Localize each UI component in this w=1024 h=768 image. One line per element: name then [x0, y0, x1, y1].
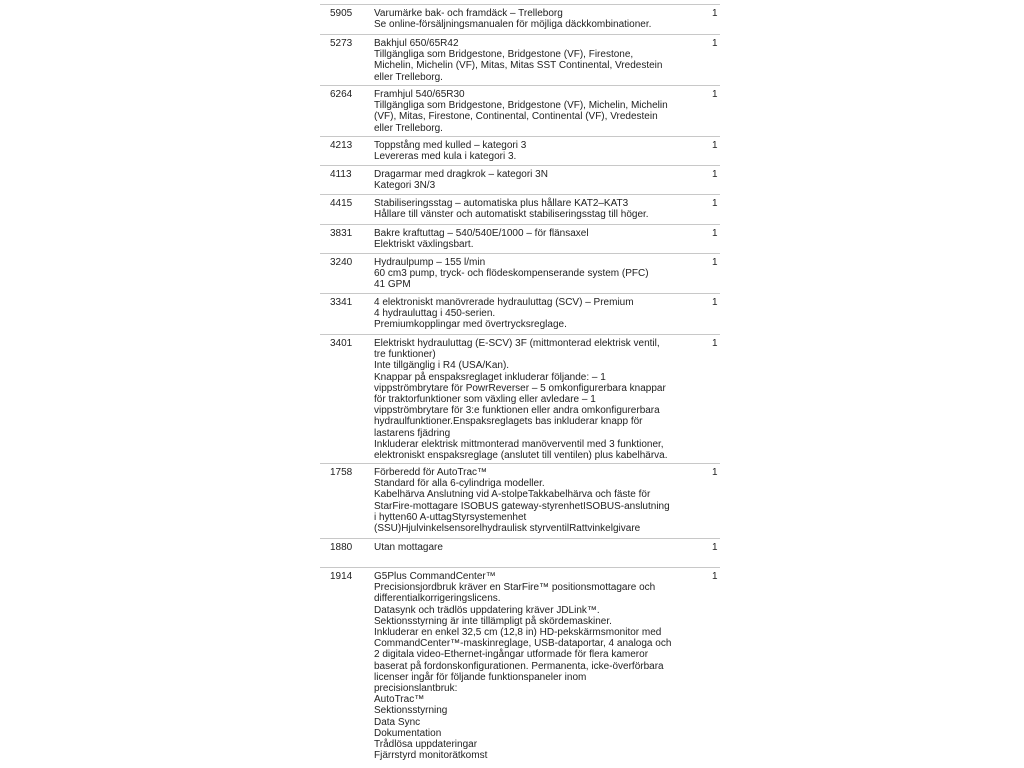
table-row: [320, 34, 720, 85]
description-line: Dragarmar med dragkrok – kategori 3N: [374, 169, 548, 180]
description-line: Standard för alla 6-cylindriga modeller.: [374, 478, 545, 490]
description-line: Dokumentation: [374, 727, 442, 739]
option-description: [374, 297, 674, 331]
description-line: StarFire-mottagare ISOBUS gateway-styrenhetISOBUS-anslutning: [374, 500, 670, 512]
table-row: [320, 253, 720, 293]
description-line: Bakhjul 650/65R42: [374, 38, 459, 49]
option-code: 4113: [330, 169, 352, 180]
option-code: 3240: [330, 257, 353, 268]
description-line: (SSU)Hjulvinkelsensorelhydraulisk styrventilRattvinkelgivare: [374, 523, 641, 535]
option-code: 3831: [330, 228, 353, 239]
description-line: Kategori 3N/3: [374, 180, 436, 192]
description-line: 2 digitala video-Ethernet-ingångar utformade för flera kameror: [374, 649, 649, 661]
description-line: tre funktioner): [374, 349, 436, 361]
description-line: Hållare till vänster och automatiskt stabiliseringsstag till höger.: [374, 209, 649, 221]
description-line: Förberedd för AutoTrac™: [374, 467, 488, 478]
description-line: Kabelhärva Anslutning vid A-stolpeTakkabelhärva och fäste för: [374, 489, 651, 501]
option-code: 4415: [330, 198, 353, 209]
option-code: 5273: [330, 38, 353, 49]
description-line: eller Trelleborg.: [374, 71, 443, 83]
description-line: Datasynk och trädlös uppdatering kräver JDLink™.: [374, 604, 600, 616]
description-line: Sektionsstyrning: [374, 705, 448, 717]
description-line: i hytten60 A-uttagStyrsystemenhet: [374, 511, 527, 523]
description-line: Se online-försäljningsmanualen för möjliga däckkombinationer.: [374, 19, 652, 31]
option-code: 1758: [330, 467, 353, 478]
option-description: [374, 140, 674, 162]
table-row: [320, 85, 720, 136]
option-description: [374, 467, 674, 534]
table-row: [320, 538, 720, 567]
option-code: 3401: [330, 338, 353, 349]
option-quantity: 1: [712, 38, 718, 49]
option-code: 5905: [330, 8, 353, 19]
option-description: [374, 8, 674, 30]
description-line: Stabiliseringsstag – automatiska plus hållare KAT2–KAT3: [374, 198, 629, 209]
description-line: Tillgängliga som Bridgestone, Bridgestone (VF), Firestone,: [374, 49, 634, 61]
option-description: [374, 38, 674, 83]
description-line: AutoTrac™: [374, 694, 425, 706]
option-code: 1880: [330, 542, 353, 553]
option-quantity: 1: [712, 140, 718, 151]
table-row: [320, 334, 720, 463]
description-line: Michelin, Michelin (VF), Mitas, Mitas SST Continental, Vredestein: [374, 60, 663, 72]
description-line: Trådlösa uppdateringar: [374, 739, 478, 751]
description-line: Utan mottagare: [374, 542, 443, 553]
option-table: [320, 4, 720, 766]
option-quantity: 1: [712, 338, 718, 349]
option-code: 6264: [330, 89, 353, 100]
table-row: [320, 136, 720, 165]
description-line: CommandCenter™-maskinreglage, USB-dataportar, 4 analoga och: [374, 638, 672, 650]
description-line: Data Sync: [374, 716, 421, 728]
description-line: hydraulfunktioner.Enspaksreglagets bas inkluderar knapp för: [374, 416, 643, 428]
option-quantity: 1: [712, 467, 718, 478]
description-line: Premiumkopplingar med övertrycksreglage.: [374, 319, 567, 331]
option-code: 1914: [330, 571, 353, 582]
table-row: [320, 194, 720, 224]
description-line: Inkluderar en enkel 32,5 cm (12,8 in) HD-pekskärmsmonitor med: [374, 627, 662, 639]
option-description: [374, 89, 674, 134]
table-row: [320, 165, 720, 194]
table-row: [320, 463, 720, 538]
option-description: [374, 338, 674, 461]
option-quantity: 1: [712, 198, 718, 209]
description-line: Elektriskt hydrauluttag (E-SCV) 3F (mittmonterad elektrisk ventil,: [374, 338, 660, 349]
description-line: G5Plus CommandCenter™: [374, 571, 496, 582]
description-line: eller Trelleborg.: [374, 122, 443, 134]
description-line: 4 hydrauluttag i 450-serien.: [374, 308, 496, 320]
description-line: Bakre kraftuttag – 540/540E/1000 – för flänsaxel: [374, 228, 589, 239]
description-line: för traktorfunktioner som växling eller avledare – 1: [374, 394, 596, 406]
description-line: 41 GPM: [374, 279, 411, 291]
option-quantity: 1: [712, 542, 718, 553]
description-line: Toppstång med kulled – kategori 3: [374, 140, 527, 151]
description-line: Fjärrstyrd monitorätkomst: [374, 750, 488, 762]
table-row: [320, 567, 720, 766]
description-line: Varumärke bak- och framdäck – Trelleborg: [374, 8, 563, 19]
description-line: Inte tillgänglig i R4 (USA/Kan).: [374, 360, 510, 372]
option-description: [374, 542, 674, 553]
table-row: [320, 224, 720, 253]
description-line: (VF), Mitas, Firestone, Continental, Continental (VF), Vredestein: [374, 111, 658, 123]
option-description: [374, 571, 674, 761]
description-line: precisionslantbruk:: [374, 683, 458, 695]
option-description: [374, 198, 674, 220]
description-line: 4 elektroniskt manövrerade hydrauluttag (SCV) – Premium: [374, 297, 634, 308]
description-line: 60 cm3 pump, tryck- och flödeskompenserande system (PFC): [374, 268, 649, 280]
description-line: Sektionsstyrning är inte tillämpligt på skördemaskiner.: [374, 615, 612, 627]
option-quantity: 1: [712, 89, 718, 100]
description-line: licenser ingår för följande funktionspaneler inom: [374, 671, 587, 683]
description-line: Hydraulpump – 155 l/min: [374, 257, 486, 268]
option-description: [374, 169, 674, 191]
description-line: Elektriskt växlingsbart.: [374, 239, 474, 251]
option-description: [374, 257, 674, 291]
option-quantity: 1: [712, 228, 718, 239]
option-code: 3341: [330, 297, 353, 308]
description-line: Levereras med kula i kategori 3.: [374, 151, 517, 163]
description-line: baserat på fordonskonfigurationen. Permanenta, icke-överförbara: [374, 660, 664, 672]
option-quantity: 1: [712, 257, 718, 268]
description-line: elektroniskt enspaksreglage (anslutet till ventilen) plus kabelhärva.: [374, 450, 668, 462]
option-quantity: 1: [712, 169, 718, 180]
description-line: Tillgängliga som Bridgestone, Bridgestone (VF), Michelin, Michelin: [374, 100, 668, 112]
description-line: lastarens fjädring: [374, 427, 451, 439]
table-row: [320, 293, 720, 334]
description-line: differentialkorrigeringslicens.: [374, 593, 501, 605]
option-quantity: 1: [712, 8, 718, 19]
description-line: Framhjul 540/65R30: [374, 89, 465, 100]
option-code: 4213: [330, 140, 353, 151]
description-line: vippströmbrytare för PowrReverser – 5 omkonfigurerbara knappar: [374, 382, 666, 394]
description-line: Knappar på enspaksreglaget inkluderar följande: – 1: [374, 371, 606, 383]
description-line: vippströmbrytare för 3:e funktionen eller andra omkonfigurerbara: [374, 405, 660, 417]
option-quantity: 1: [712, 571, 718, 582]
table-row: [320, 4, 720, 34]
option-quantity: 1: [712, 297, 718, 308]
description-line: Inkluderar elektrisk mittmonterad manöverventil med 3 funktioner,: [374, 438, 664, 450]
option-description: [374, 228, 674, 250]
description-line: Precisionsjordbruk kräver en StarFire™ positionsmottagare och: [374, 582, 656, 594]
